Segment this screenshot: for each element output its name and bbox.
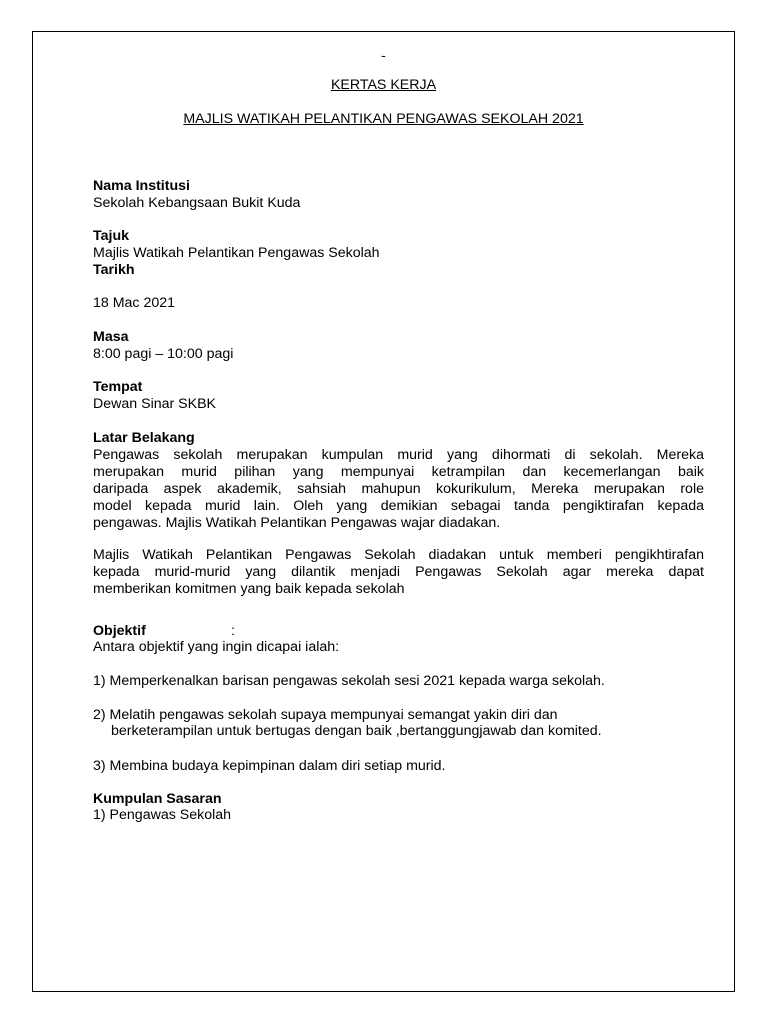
background-p2-line: Majlis Watikah Pelantikan Pengawas Sekolah diadakan untuk memberi pengikhtirafan — [93, 547, 704, 563]
date-value: 18 Mac 2021 — [93, 295, 176, 311]
topic-label: Tajuk — [93, 228, 130, 244]
top-mark: - — [381, 48, 386, 64]
date-label: Tarikh — [93, 262, 135, 278]
background-p1-line: model kepada murid lain. Oleh yang demikian sebagai tanda pengiktirafan kepada — [93, 498, 704, 514]
objective-item-2-line-2: berketerampilan untuk bertugas dengan baik ,bertanggungjawab dan komited. — [111, 723, 602, 739]
objective-item-2-line-1: 2) Melatih pengawas sekolah supaya mempunyai semangat yakin diri dan — [93, 707, 558, 723]
background-p1-line: pengawas. Majlis Watikah Pelantikan Pengawas wajar diadakan. — [93, 515, 501, 531]
target-label: Kumpulan Sasaran — [93, 791, 222, 807]
background-p2-line: memberikan komitmen yang baik kepada sekolah — [93, 581, 405, 597]
background-p1-line: Pengawas sekolah merupakan kumpulan murid yang dihormati di sekolah. Mereka — [93, 447, 704, 463]
objective-item-3: 3) Membina budaya kepimpinan dalam diri setiap murid. — [93, 758, 446, 774]
time-value: 8:00 pagi – 10:00 pagi — [93, 346, 234, 362]
background-p2-line: kepada murid-murid yang dilantik menjadi Pengawas Sekolah agar mereka dapat — [93, 564, 704, 580]
objective-item-1: 1) Memperkenalkan barisan pengawas sekolah sesi 2021 kepada warga sekolah. — [93, 673, 605, 689]
document-subtitle: MAJLIS WATIKAH PELANTIKAN PENGAWAS SEKOLAH 2021 — [183, 111, 584, 127]
objective-label: Objektif — [93, 623, 146, 639]
background-p1-line: merupakan murid pilihan yang mempunyai ketrampilan dan kecemerlangan baik — [93, 464, 704, 480]
background-label: Latar Belakang — [93, 430, 195, 446]
document-title: KERTAS KERJA — [330, 77, 437, 93]
objective-colon: : — [231, 623, 235, 639]
target-item-1: 1) Pengawas Sekolah — [93, 807, 232, 823]
institution-value: Sekolah Kebangsaan Bukit Kuda — [93, 195, 301, 211]
background-p1-line: daripada aspek akademik, sahsiah mahupun kokurikulum, Mereka merupakan role — [93, 481, 704, 497]
background-paragraph-1 — [93, 447, 704, 532]
venue-value: Dewan Sinar SKBK — [93, 396, 217, 412]
venue-label: Tempat — [93, 379, 143, 395]
time-label: Masa — [93, 329, 129, 345]
objective-intro: Antara objektif yang ingin dicapai ialah: — [93, 639, 340, 655]
background-paragraph-2 — [93, 547, 704, 598]
institution-label: Nama Institusi — [93, 178, 190, 194]
topic-value: Majlis Watikah Pelantikan Pengawas Sekolah — [93, 245, 380, 261]
